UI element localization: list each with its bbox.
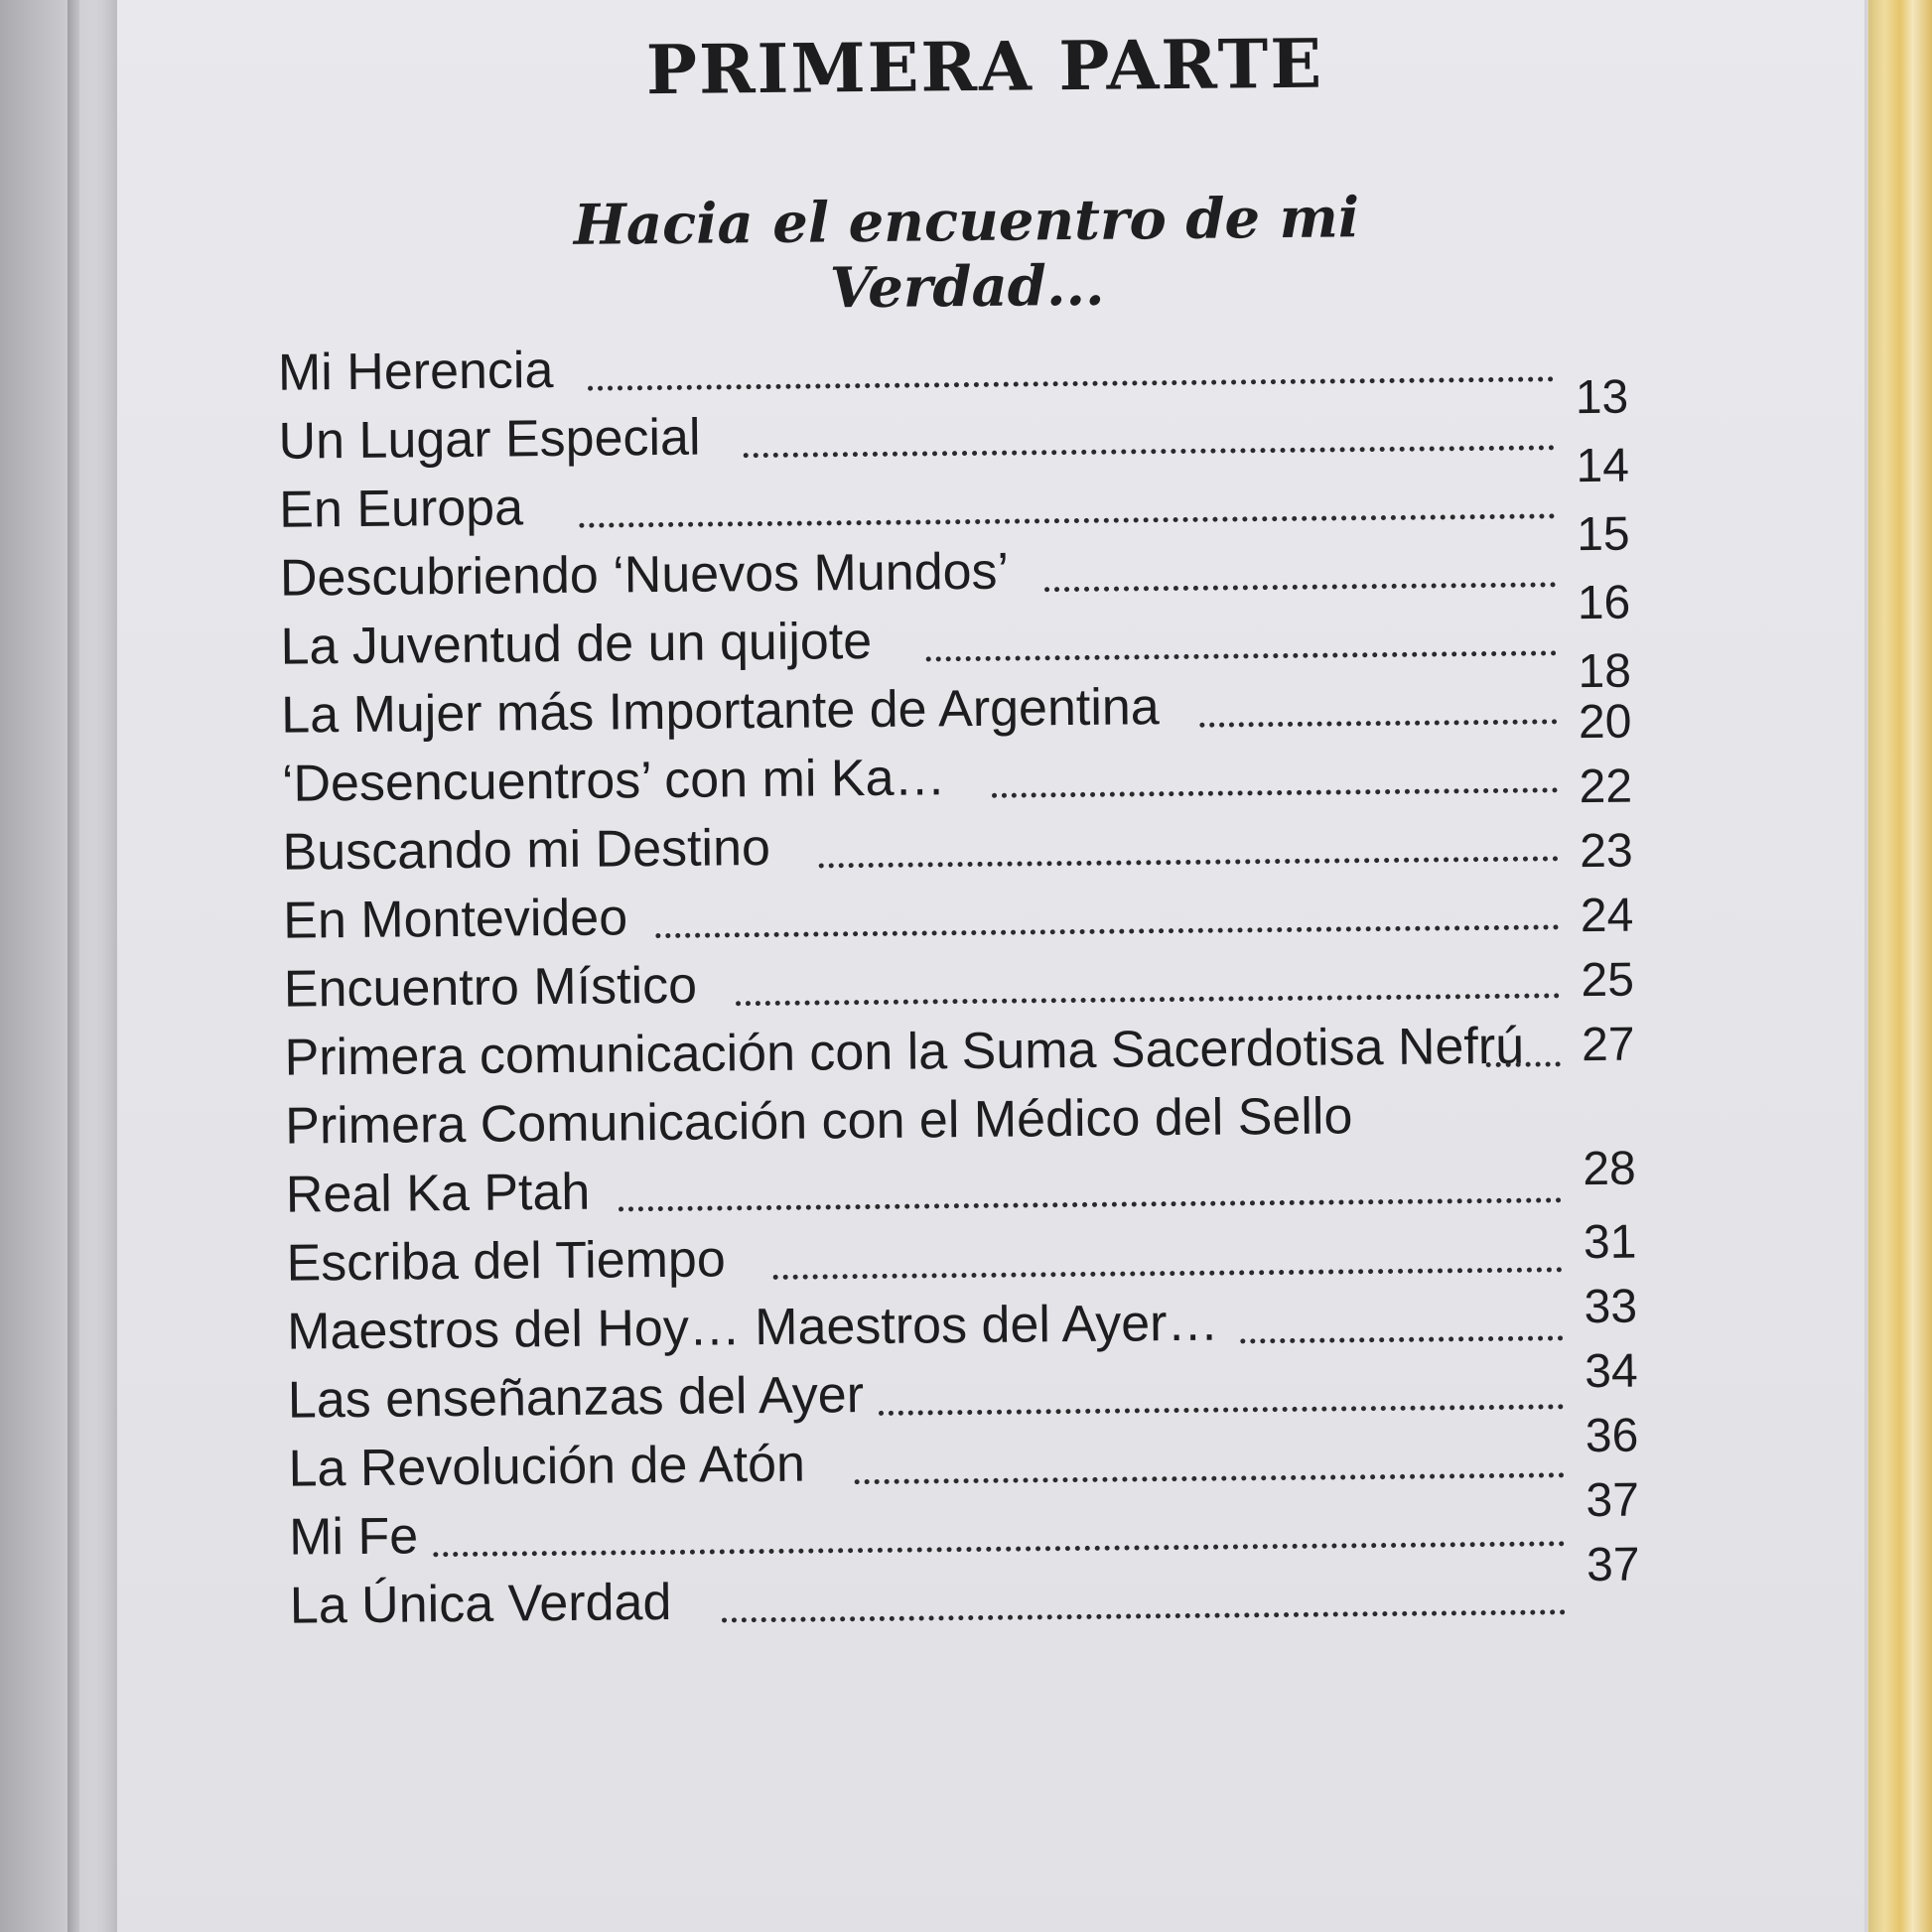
toc-entry-title-line1: Primera Comunicación con el Médico del Sello <box>284 1087 1353 1156</box>
toc-entry-page: 27 <box>1581 1018 1635 1072</box>
toc-leader <box>722 1609 1566 1622</box>
toc-entry-page: 13 <box>1575 370 1629 425</box>
toc-entry <box>279 532 1631 630</box>
toc-entry <box>289 1538 1641 1641</box>
toc-leader <box>1044 582 1556 592</box>
toc-entry-title: En Europa <box>278 479 524 539</box>
toc-entry <box>278 395 1630 493</box>
toc-leader <box>1199 719 1557 727</box>
toc-leader <box>433 1541 1565 1557</box>
toc-entry <box>281 669 1632 751</box>
toc-entry <box>282 806 1633 888</box>
toc-entry-page: 31 <box>1583 1215 1637 1270</box>
toc-entry-title: Escriba del Tiempo <box>286 1230 727 1293</box>
toc-leader <box>992 787 1558 797</box>
toc-entry-page: 36 <box>1585 1409 1639 1463</box>
toc-entry-page: 34 <box>1585 1344 1638 1399</box>
toc-entry <box>286 1217 1637 1299</box>
toc-entry-title-line2: Real Ka Ptah <box>285 1163 591 1224</box>
toc-entry <box>287 1344 1639 1436</box>
toc-entry-page: 37 <box>1586 1538 1640 1592</box>
toc-entry-title: ‘Desencuentros’ con mi Ka… <box>281 749 946 813</box>
toc-entry-title: La Juventud de un quijote <box>280 612 873 676</box>
toc-entry-title: En Montevideo <box>282 889 628 950</box>
toc-entry-title: Descubriendo ‘Nuevos Mundos’ <box>279 542 1010 608</box>
toc-entry-title: Un Lugar Especial <box>278 408 701 471</box>
toc-entry-page: 15 <box>1576 507 1630 562</box>
toc-leader <box>773 1267 1563 1280</box>
toc-entry-page: 25 <box>1581 953 1635 1008</box>
toc-entry-title: La Única Verdad <box>289 1573 672 1635</box>
toc-entry <box>285 1080 1636 1230</box>
toc-entry-page: 28 <box>1583 1142 1636 1196</box>
toc-entry-page: 37 <box>1586 1473 1640 1528</box>
toc-entry <box>286 1280 1638 1367</box>
toc-leader <box>588 376 1554 390</box>
toc-entry-page: 23 <box>1579 824 1633 879</box>
toc-entry <box>277 327 1629 425</box>
toc-entry-title: Maestros del Hoy… Maestros del Ayer… <box>286 1294 1219 1361</box>
toc-leader <box>879 1404 1564 1416</box>
toc-entry-title: La Revolución de Atón <box>288 1435 806 1498</box>
toc-entry-page: 18 <box>1578 644 1632 699</box>
toc-leader <box>1486 1061 1561 1067</box>
toc-entry-title: Encuentro Místico <box>283 956 698 1019</box>
toc-entry <box>288 1409 1639 1504</box>
toc-leader <box>736 993 1560 1006</box>
toc-entry <box>280 601 1632 699</box>
toc-entry-title: Mi Herencia <box>277 342 554 402</box>
toc-entry-page: 14 <box>1576 439 1630 493</box>
toc-leader <box>819 856 1559 868</box>
part-title: PRIMERA PARTE <box>645 24 1324 111</box>
toc-leader <box>926 650 1557 661</box>
toc-entry-page: 20 <box>1578 695 1632 750</box>
toc-entry <box>278 464 1630 562</box>
toc-entry <box>288 1473 1640 1573</box>
toc-entry-page: 22 <box>1579 759 1633 814</box>
table-of-contents <box>278 327 1641 1641</box>
toc-entry-title: Buscando mi Destino <box>282 818 771 882</box>
part-subtitle: Hacia el encuentro de mi Verdad... <box>573 185 1360 322</box>
toc-entry-page: 24 <box>1580 889 1634 943</box>
toc-entry-page: 16 <box>1577 576 1631 630</box>
toc-leader <box>579 513 1555 527</box>
toc-entry <box>284 1012 1635 1093</box>
toc-leader <box>655 924 1559 938</box>
toc-leader <box>744 445 1555 458</box>
toc-entry-title: La Mujer más Importante de Argentina <box>280 678 1160 745</box>
toc-entry <box>282 738 1633 819</box>
toc-leader <box>1240 1335 1563 1343</box>
toc-leader <box>855 1472 1565 1484</box>
toc-entry-page: 33 <box>1584 1280 1638 1334</box>
toc-entry-title: Mi Fe <box>288 1507 419 1567</box>
toc-entry-title: Las enseñanzas del Ayer <box>287 1366 865 1430</box>
toc-entry <box>284 943 1635 1025</box>
toc-entry-title: Primera comunicación con la Suma Sacerdotisa Nefrú <box>284 1017 1525 1087</box>
toc-entry <box>283 875 1634 956</box>
